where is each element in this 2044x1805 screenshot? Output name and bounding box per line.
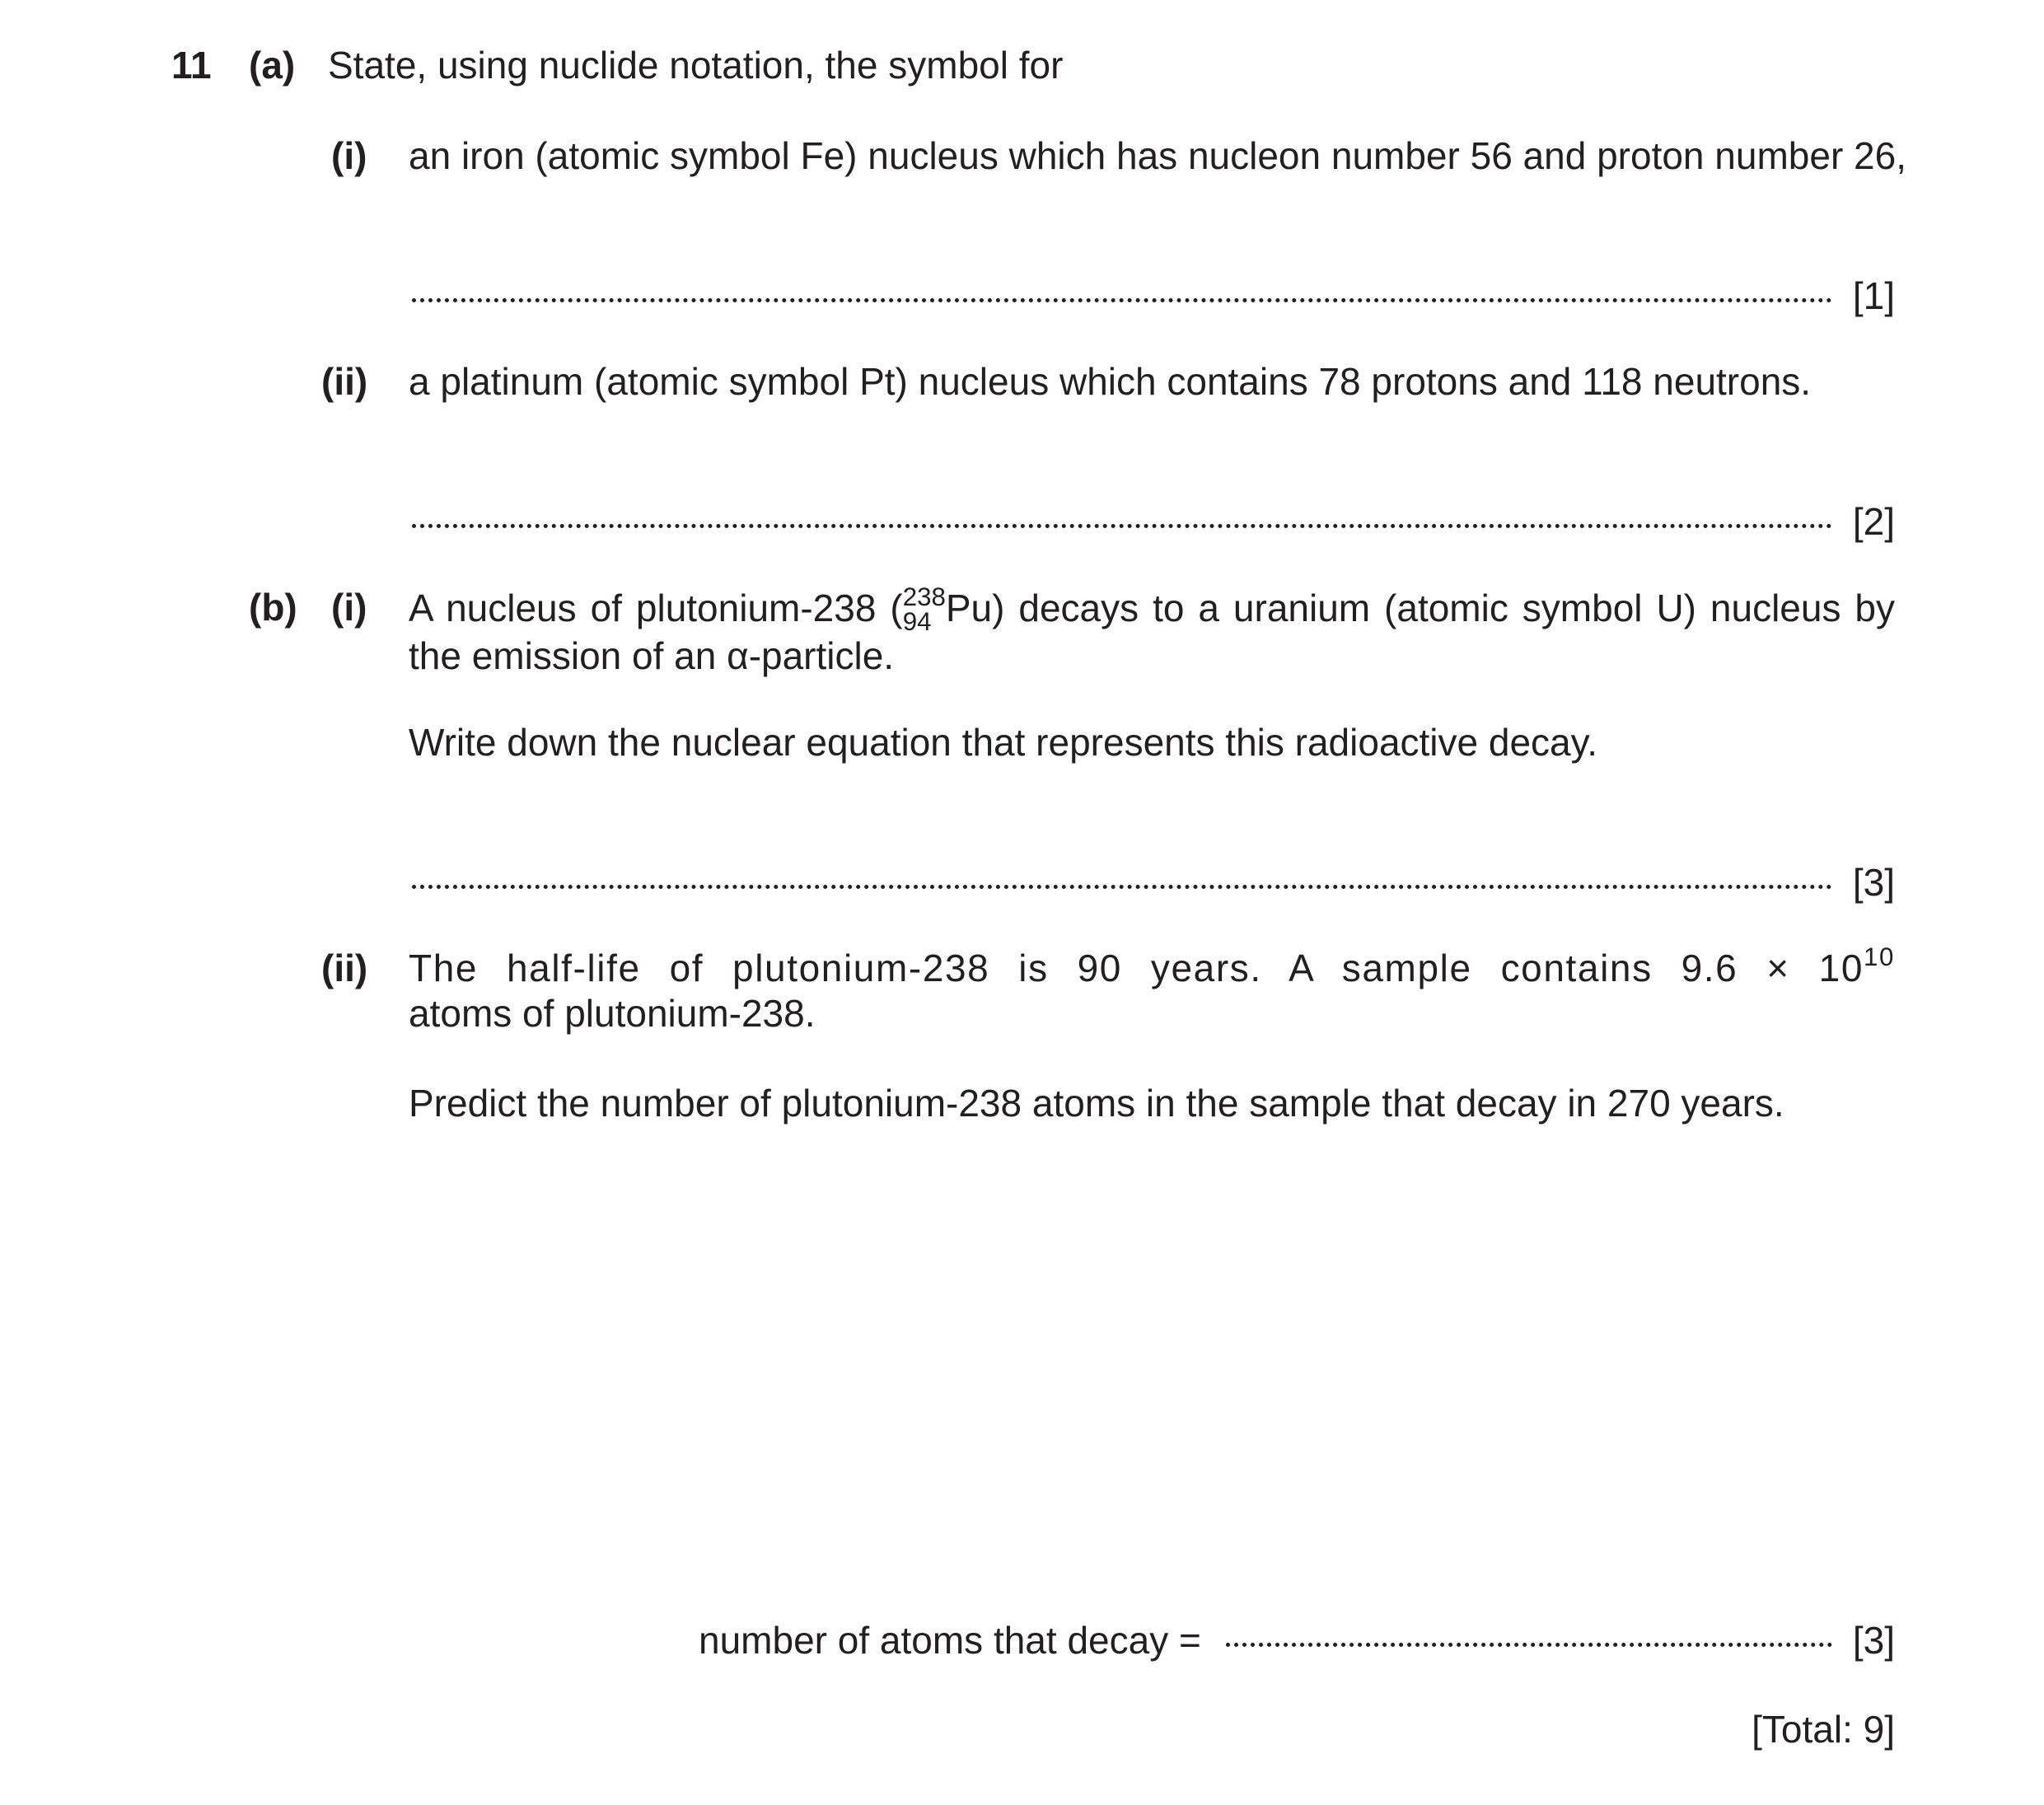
part-a-label: (a) [249, 44, 296, 87]
answer-line-b-ii[interactable] [1226, 1634, 1832, 1647]
part-a-stem: State, using nuclide notation, the symbol for [328, 44, 1064, 87]
part-b-i-text: A nucleus of plutonium-238 ( 238 94 Pu) decays to a uranium (atomic symbol U) nucleus by the emission of an α-particle. [409, 582, 1896, 678]
answer-line-a-ii[interactable] [412, 516, 1832, 528]
mark-a-ii: [2] [1852, 500, 1895, 543]
part-a-i-text: an iron (atomic symbol Fe) nucleus which has nucleon number 56 and proton number 26, [409, 134, 1906, 177]
answer-line-a-i[interactable] [412, 290, 1832, 302]
part-b-ii-label: (ii) [321, 947, 368, 989]
part-b-i-label: (i) [331, 586, 367, 629]
mark-a-i: [1] [1852, 274, 1895, 317]
part-b-i-instruction: Write down the nuclear equation that represents this radioactive decay. [409, 721, 1598, 764]
mark-b-i: [3] [1852, 861, 1895, 904]
part-a-ii-text: a platinum (atomic symbol Pt) nucleus which contains 78 protons and 118 neutrons. [409, 360, 1812, 403]
answer-label-b-ii: number of atoms that decay = [699, 1619, 1201, 1662]
total-marks: [Total: 9] [1752, 1708, 1895, 1751]
mark-b-ii: [3] [1852, 1619, 1895, 1662]
part-b-ii-instruction: Predict the number of plutonium-238 atoms in the sample that decay in 270 years. [409, 1082, 1784, 1125]
part-a-ii-label: (ii) [321, 360, 368, 403]
question-number: 11 [171, 44, 212, 87]
plutonium-nuclide: 238 94 [902, 582, 946, 636]
part-b-label: (b) [249, 586, 297, 629]
answer-line-b-i[interactable] [412, 877, 1832, 889]
part-a-i-label: (i) [331, 134, 367, 177]
part-b-ii-text: The half-life of plutonium-238 is 90 years. A sample contains $9.6 \times 10^{10}$ atoms of plutonium-238. [409, 942, 1895, 1036]
